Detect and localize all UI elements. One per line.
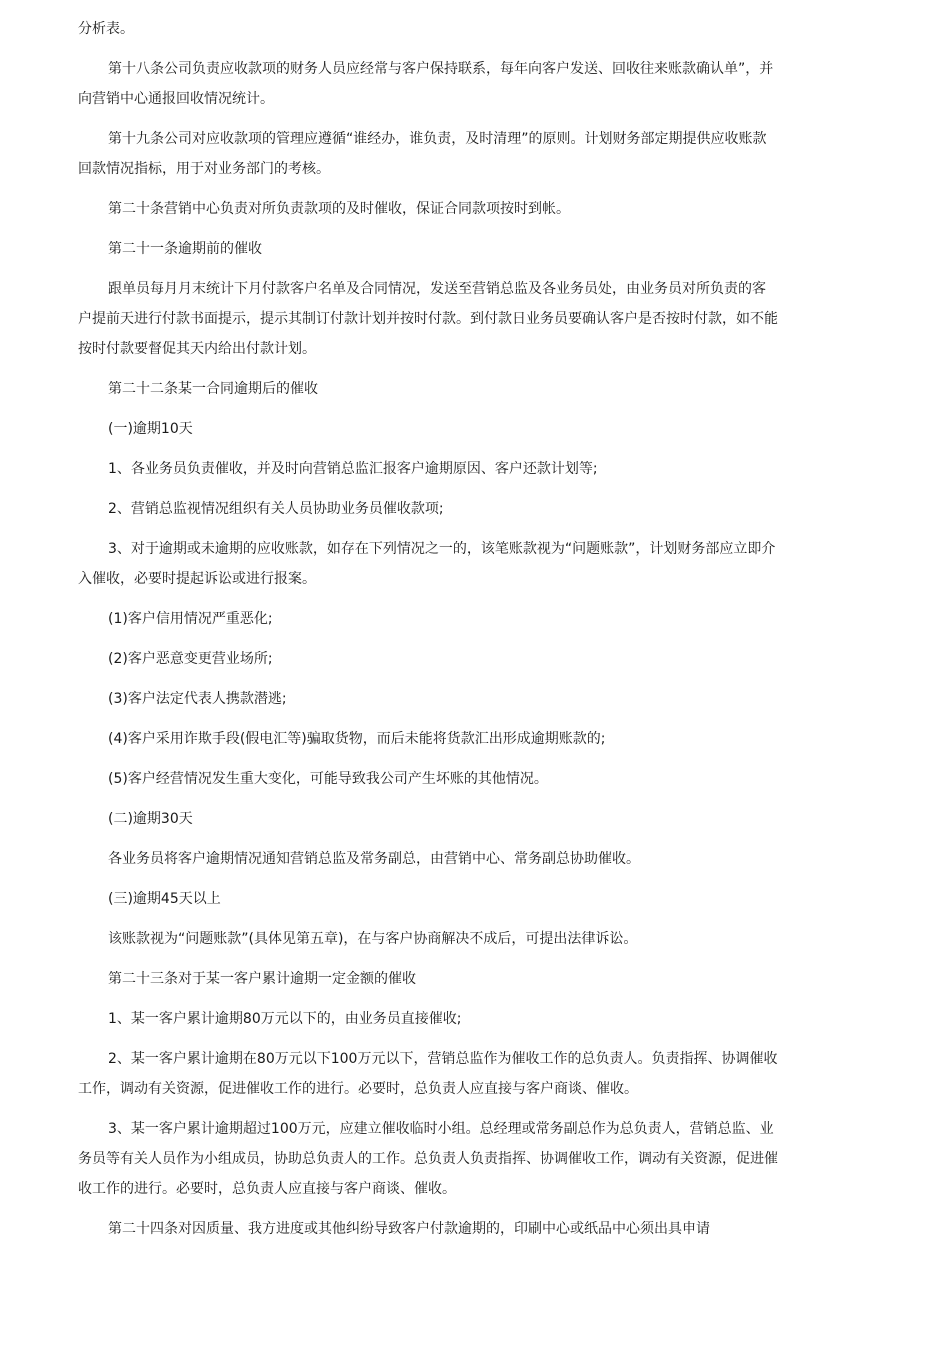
case-item-1: (1)客户信用情况严重恶化; <box>108 611 273 627</box>
paragraph-article-21-body: 跟单员每月月末统计下月付款客户名单及合同情况，发送至营销总监及各业务员处，由业务员对所负责的客户提前天进行付款书面提示，提示其制订付款计划并按时付款。到付款日业务员要确认客户是否按时付款，如不能按时付款要督促其天内给出付款计划。 <box>78 281 778 357</box>
case-item-5: (5)客户经营情况发生重大变化，可能导致我公司产生坏账的其他情况。 <box>108 771 548 787</box>
heading-article-21: 第二十一条逾期前的催收 <box>108 241 262 257</box>
amount-item-3: 3、某一客户累计逾期超过100万元，应建立催收临时小组。总经理或常务副总作为总负责人，营销总监、业务员等有关人员作为小组成员，协助总负责人的工作。总负责人负责指挥、协调催收工作，调动有关资源，促进催收工作的进行。必要时，总负责人应直接与客户商谈、催收。 <box>78 1121 778 1197</box>
paragraph-article-18: 第十八条公司负责应收款项的财务人员应经常与客户保持联系，每年向客户发送、回收往来账款确认单”，并向营销中心通报回收情况统计。 <box>78 61 774 107</box>
document-page <box>78 14 778 1254</box>
case-item-2: (2)客户恶意变更营业场所; <box>108 651 273 667</box>
paragraph-article-19: 第十九条公司对应收款项的管理应遵循“谁经办，谁负责，及时清理”的原则。计划财务部定期提供应收账款回款情况指标，用于对业务部门的考核。 <box>78 131 767 177</box>
list-item-3: 3、对于逾期或未逾期的应收账款，如存在下列情况之一的，该笔账款视为“问题账款”，计划财务部应立即介入催收，必要时提起诉讼或进行报案。 <box>78 541 776 587</box>
amount-item-2: 2、某一客户累计逾期在80万元以下100万元以下，营销总监作为催收工作的总负责人。负责指挥、协调催收工作，调动有关资源，促进催收工作的进行。必要时，总负责人应直接与客户商谈、催收。 <box>78 1051 778 1097</box>
amount-item-1: 1、某一客户累计逾期80万元以下的，由业务员直接催收; <box>108 1011 462 1027</box>
paragraph-overdue-30-body: 各业务员将客户逾期情况通知营销总监及常务副总，由营销中心、常务副总协助催收。 <box>108 851 640 867</box>
case-item-3: (3)客户法定代表人携款潜逃; <box>108 691 287 707</box>
subheading-overdue-45: (三)逾期45天以上 <box>108 891 221 907</box>
paragraph-0: 分析表。 <box>78 21 134 37</box>
heading-article-22: 第二十二条某一合同逾期后的催收 <box>108 381 318 397</box>
subheading-overdue-30: (二)逾期30天 <box>108 811 193 827</box>
case-item-4: (4)客户采用诈欺手段(假电汇等)骗取货物，而后未能将货款汇出形成逾期账款的; <box>108 731 606 747</box>
paragraph-overdue-45-body: 该账款视为“问题账款”(具体见第五章)，在与客户协商解决不成后，可提出法律诉讼。 <box>108 931 638 947</box>
list-item-1: 1、各业务员负责催收，并及时向营销总监汇报客户逾期原因、客户还款计划等; <box>108 461 598 477</box>
paragraph-article-24: 第二十四条对因质量、我方进度或其他纠纷导致客户付款逾期的，印刷中心或纸品中心须出具申请 <box>108 1221 710 1237</box>
heading-article-23: 第二十三条对于某一客户累计逾期一定金额的催收 <box>108 971 416 987</box>
list-item-2: 2、营销总监视情况组织有关人员协助业务员催收款项; <box>108 501 444 517</box>
subheading-overdue-10: (一)逾期10天 <box>108 421 193 437</box>
paragraph-article-20: 第二十条营销中心负责对所负责款项的及时催收，保证合同款项按时到帐。 <box>108 201 570 217</box>
